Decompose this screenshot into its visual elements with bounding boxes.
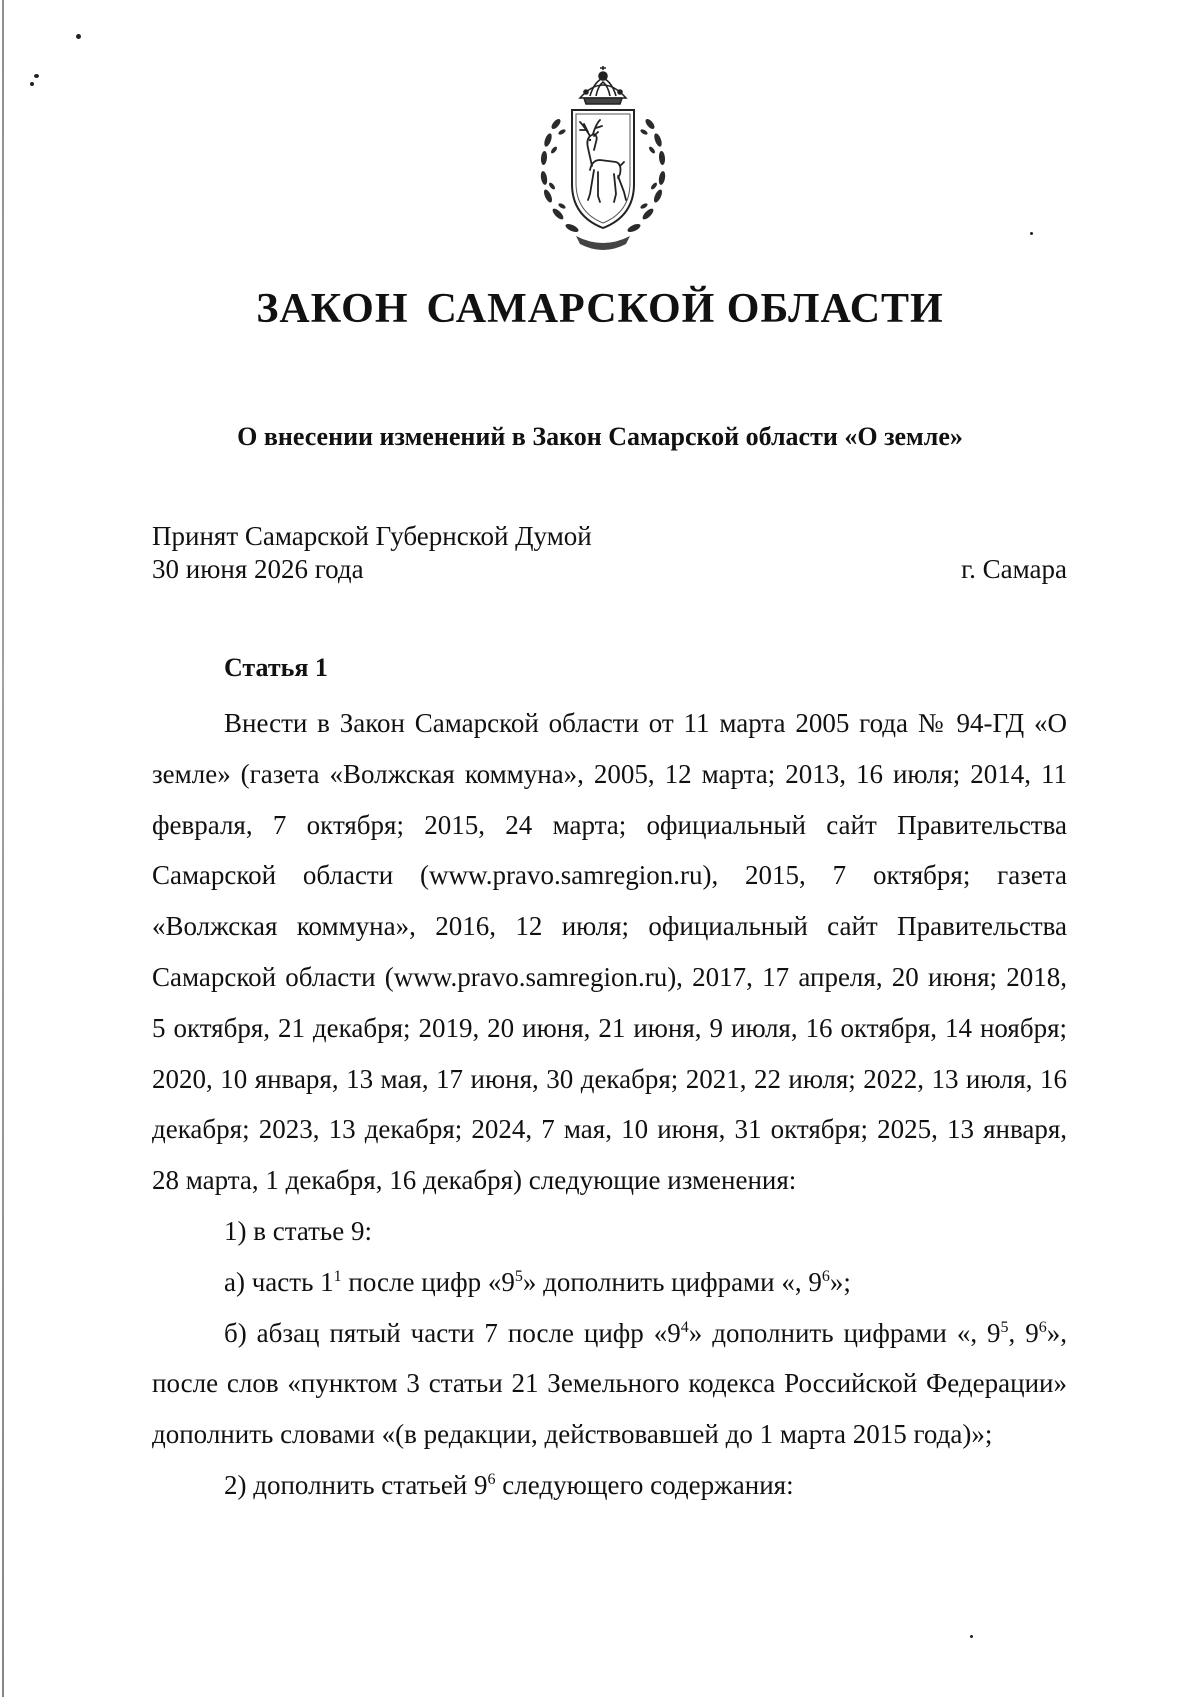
item-1: 1) в статье 9: [224,1215,372,1246]
item-1b: б) абзац пятый части 7 после цифр «$9^4$» дополнить цифрами «, $9^5$, $9^6$», после слов «пунктом 3 статьи 21 Земельного кодекса Российской Федерации» дополнить словами «(в редакции, действовавшей до 1 марта 2015 года)»; [152,1317,1068,1450]
adopted-date: 30 июня 2026 года [152,554,364,584]
article-heading: Статья 1 [224,653,328,682]
item-1a: а) часть $1^1$ после цифр «$9^5$» дополнить цифрами «, $9^6$»; [224,1266,851,1297]
scan-speck [76,34,81,39]
item-2: 2) дополнить статьей $9^6$ следующего содержания: [224,1469,794,1500]
city: г. Самара [961,554,1067,584]
scan-speck [34,74,39,78]
scan-edge [2,0,4,1697]
samara-region-coat-of-arms-icon [528,66,678,252]
article-body [152,698,1067,1511]
adoption-block [152,520,592,586]
scan-speck [1030,232,1033,235]
adopted-by: Принят Самарской Губернской Думой [152,521,592,551]
intro-paragraph: Внести в Закон Самарской области от 11 марта 2005 года № 94-ГД «О земле» (газета «Волжская коммуна», 2005, 12 марта; 2013, 16 июля; 2014, 11 февраля, 7 октября; 2015, 24 марта; официальный сайт Правительства Самарской области (www.pravo.samregion.ru), 2015, 7 октября; газета «Волжская коммуна», 2016, 12 июля; официальный сайт Правительства Самарской области (www.pravo.samregion.ru), 2017, 17 апреля, 20 июня; 2018, 5 октября, 21 декабря; 2019, 20 июня, 21 июня, 9 июля, 16 октября, 14 ноября; 2020, 10 января, 13 мая, 17 июня, 30 декабря; 2021, 22 июля; 2022, 13 июля, 16 декабря; 2023, 13 декабря; 2024, 7 мая, 10 июня, 31 октября; 2025, 13 января, 28 марта, 1 декабря, 16 декабря) следующие изменения: [152,708,1067,1196]
document-subtitle: О внесении изменений в Закон Самарской области «О земле» [237,422,963,451]
scan-speck [30,82,34,86]
document-title: ЗАКОН САМАРСКОЙ ОБЛАСТИ [256,286,944,332]
scan-speck [970,1635,973,1638]
